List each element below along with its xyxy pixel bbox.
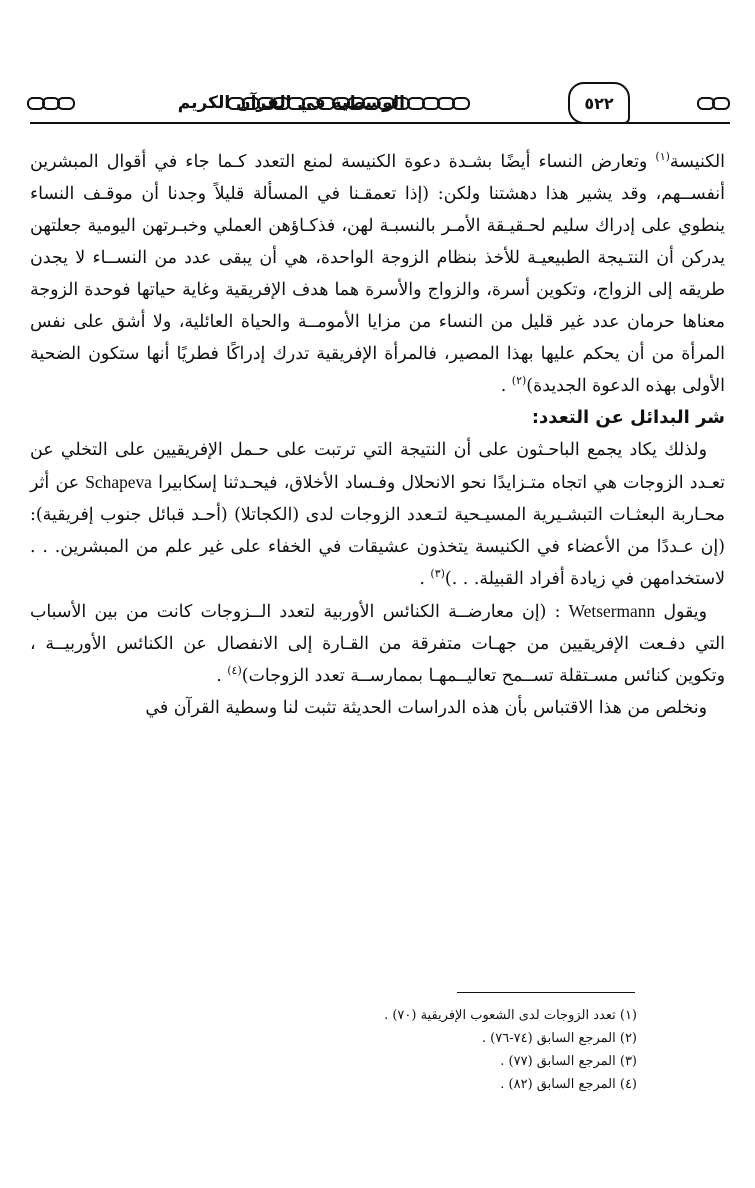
text-line: الكنيسة يتخذون عشيقات في الخفاء على غير علم من المبشرين. . . لاستخدامهن في: [30, 537, 725, 589]
text-line: عن أثر محـاربة البعثـات التبشـيرية المسيـحية لتـعدد: [30, 473, 725, 525]
header-rule: [30, 122, 730, 124]
running-title: الوسطية في القرآن الكريم: [177, 93, 405, 113]
footnote-4: (٤) المرجع السابق (٨٢) .: [500, 1077, 637, 1092]
footnote-rule: [457, 992, 635, 993]
footnote-2: (٢) المرجع السابق (٧٤-٧٦) .: [481, 1031, 637, 1046]
running-header: [30, 80, 730, 130]
text-line: من بين الأسباب التي دفـعت الإفريقيين من جهـات متفرقة من القـارة إلى الانفصال: [30, 602, 725, 654]
page-number: ٥٢٢: [568, 82, 630, 124]
footnote-1: (١) تعدد الزوجات لدى الشعوب الإفريقية (٧٠) .: [384, 1008, 637, 1023]
body-text: [30, 146, 725, 724]
text-line: ويقول: [663, 602, 708, 622]
text-line: ونخلص من هذا الاقتباس بأن هذه الدراسات الحديثة تثبت لنا وسطية القرآن في: [145, 698, 707, 718]
text-line: والزواج والأسرة هما هدف الإفريقية وغاية حياتها فوحدة الزوجة معناها حرمان عدد: [30, 280, 725, 332]
footnotes: [217, 1004, 637, 1096]
text-line: : (إن معارضــة الكنائس الأوربية لتعدد الــزوجات كانت: [156, 602, 561, 622]
text-line: العملي وخبـرتهن اليومية جعلتهن يدركن أن النتـيجة الطبيعيـة للأخذ بنظام الزوجة: [30, 216, 726, 268]
text-line: المبشرين أنفســهم، وقد يشير هذا دهشتنا ولكن: (إذا تعمقـنا في المسألة قليلاً وجدنا: [30, 152, 725, 204]
text-line: فيحـدثنا إسكابيرا: [158, 473, 278, 493]
section-heading: شر البدائل عن التعدد:: [531, 407, 725, 428]
text-line: على التخلي عن تعـدد الزوجات هي اتجاه متـزايدًا نحو الانحلال وفـساد الأخلاق،: [30, 440, 725, 493]
text-line: الزوجات لدى (الكجاتلا) (أحـد قبائل جنوب إفريقية): (إن عـددًا من الأعضاء في: [30, 505, 725, 557]
paragraph-2: [30, 434, 725, 595]
text-line: .: [216, 666, 228, 686]
paragraph-4: [30, 692, 725, 724]
text-line: الزوجات): [241, 666, 310, 686]
text-line: .: [419, 569, 431, 589]
latin-name-schapeva: Schapeva: [85, 472, 152, 492]
text-line: ولذلك يكاد يجمع الباحـثون على أن النتيجة التي ترتبت على حـمل الإفريقيين: [152, 440, 708, 460]
footnote-ref-1: (١): [655, 150, 670, 164]
footnote-ref-4: (٤): [227, 664, 242, 678]
text-line: وتعارض النساء أيضًا بشـدة دعوة الكنيسة لمنع التعدد كـما جاء في أقوال: [106, 152, 648, 172]
footnote-ref-3: (٣): [430, 567, 445, 581]
text-line: أن يحكم عليها بهذا المصير، فالمرأة الإفريقية تدرك إدراكًا فطريًا أنها ستكون الضحية: [30, 344, 645, 364]
text-line: .: [500, 376, 512, 396]
text-line: أن موقـف النساء ينطوي على إدراك سليم لحـقيـقة الأمـر بالنسبـة لهن، فذكـاؤهن: [30, 184, 725, 236]
header-ornament-left: [30, 94, 75, 112]
text-line: عن الكنائس الأوربيــة ، وتكوين كنائس مسـتقلة تســمح تعاليــمهـا بممارســة تعدد: [30, 634, 725, 686]
footnote-3: (٣) المرجع السابق (٧٧) .: [500, 1054, 637, 1069]
header-ornament-right: [700, 94, 730, 112]
text-line: الأولى بهذه الدعوة الجديدة): [526, 376, 725, 396]
text-line: زيادة أفراد القبيلة. . .): [444, 569, 606, 589]
text-line: الواحدة، هي أن يبقى عدد من النســاء لا يجدن طريقه إلى الزواج، وتكوين أسرة،: [30, 248, 725, 300]
latin-name-wetsermann: Wetsermann: [568, 601, 656, 621]
text-line: الكنيسة: [669, 152, 725, 172]
text-line: غير قليل من النساء من مزايا الأمومــة والحياة العائلية، ولا أشق على نفس المرأة من: [30, 312, 726, 364]
paragraph-1: [30, 146, 725, 402]
paragraph-3: [30, 595, 725, 692]
footnote-ref-2: (٢): [511, 374, 527, 388]
